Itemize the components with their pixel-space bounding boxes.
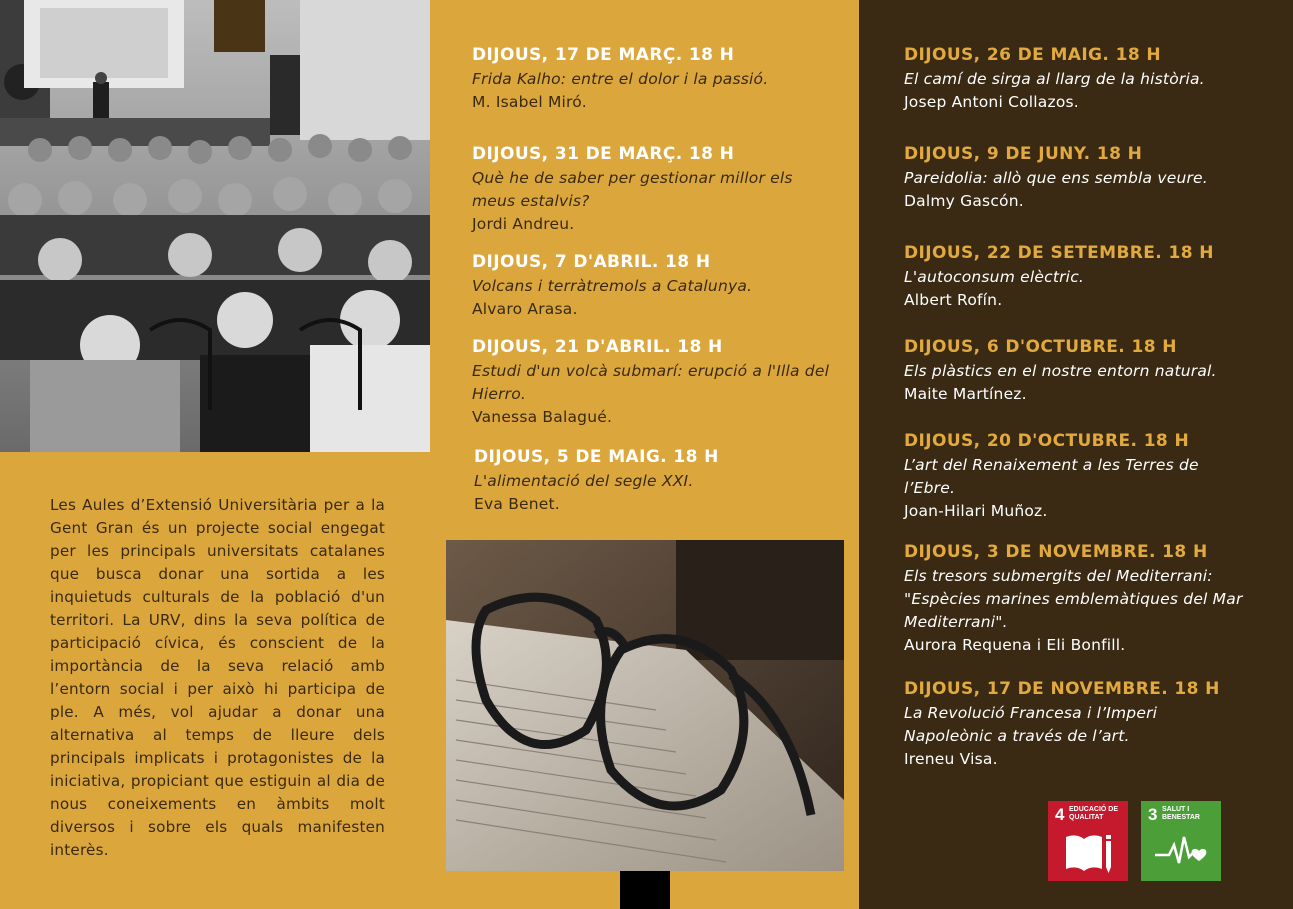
glasses-photo-drawing — [446, 540, 844, 871]
sdg-number: 3 — [1148, 805, 1158, 824]
event-item — [472, 143, 832, 236]
event-speaker: M. Isabel Miró. — [472, 93, 587, 111]
book-pencil-icon — [1048, 801, 1128, 881]
event-speaker: Vanessa Balagué. — [472, 408, 613, 426]
sdg-label: EDUCACIÓ DE QUALITAT — [1069, 806, 1119, 821]
audience-photo-drawing — [0, 0, 430, 452]
event-item — [904, 143, 1284, 213]
event-title: Els tresors submergits del Mediterrani: "Espècies marines emblemàtiques del Mar Mediterrani". — [904, 567, 1243, 631]
intro-paragraph: Les Aules d’Extensió Universitària per a la Gent Gran és un projecte social engegat per les principals universitats catalanes que busca donar una sortida a les inquietuds culturals de la població d'un territori. La URV, dins la seva política de participació cívica, és conscient de la importància de la seva relació amb l’entorn social i per això hi participa de ple. A més, vol ajudar a donar una alternativa al temps de lleure dels principals implicats i protagonistes de la iniciativa, propiciant que estiguin al dia de nous coneixements en àmbits molt diversos i sobre els quals manifesten interès. — [50, 496, 385, 859]
sdg-label: SALUT I BENESTAR — [1162, 806, 1200, 821]
sdg-number: 4 — [1055, 805, 1065, 824]
audience-photo — [0, 0, 430, 452]
event-date: DIJOUS, 9 DE JUNY. 18 H — [904, 144, 1143, 164]
glasses-on-book-photo — [446, 540, 844, 871]
event-speaker: Eva Benet. — [474, 495, 560, 513]
event-item — [474, 446, 834, 516]
event-title: Estudi d'un volcà submarí: erupció a l'Illa del Hierro. — [472, 362, 830, 403]
event-title: El camí de sirga al llarg de la història. — [904, 70, 1205, 88]
event-speaker: Dalmy Gascón. — [904, 192, 1024, 210]
event-speaker: Joan-Hilari Muñoz. — [904, 502, 1048, 520]
right-panel — [859, 0, 1293, 909]
event-title: Pareidolia: allò que ens sembla veure. — [904, 169, 1208, 187]
event-date: DIJOUS, 22 DE SETEMBRE. 18 H — [904, 243, 1214, 263]
decorative-square — [620, 871, 670, 909]
event-speaker: Jordi Andreu. — [472, 215, 575, 233]
decorative-square — [214, 0, 265, 52]
event-item — [904, 541, 1264, 657]
event-date: DIJOUS, 26 DE MAIG. 18 H — [904, 45, 1161, 65]
event-item — [472, 336, 832, 429]
event-title: Els plàstics en el nostre entorn natural. — [904, 362, 1217, 380]
event-title: Què he de saber per gestionar millor els meus estalvis? — [472, 169, 793, 210]
event-date: DIJOUS, 17 DE MARÇ. 18 H — [472, 45, 735, 65]
event-title: L'alimentació del segle XXI. — [474, 472, 694, 490]
event-item — [904, 242, 1284, 312]
event-speaker: Josep Antoni Collazos. — [904, 93, 1079, 111]
event-item — [904, 44, 1284, 114]
event-title: Volcans i terràtremols a Catalunya. — [472, 277, 753, 295]
sdg-quality-education-badge — [1048, 801, 1128, 881]
event-date: DIJOUS, 3 DE NOVEMBRE. 18 H — [904, 542, 1208, 562]
event-item — [472, 44, 832, 114]
event-speaker: Ireneu Visa. — [904, 750, 998, 768]
event-item — [904, 430, 1254, 523]
event-speaker: Alvaro Arasa. — [472, 300, 578, 318]
sdg-health-wellbeing-badge — [1141, 801, 1221, 881]
event-title: L’art del Renaixement a les Terres de l’Ebre. — [904, 456, 1199, 497]
event-title: Frida Kalho: entre el dolor i la passió. — [472, 70, 769, 88]
left-panel — [0, 0, 430, 909]
event-date: DIJOUS, 7 D'ABRIL. 18 H — [472, 252, 711, 272]
event-date: DIJOUS, 20 D'OCTUBRE. 18 H — [904, 431, 1190, 451]
event-date: DIJOUS, 21 D'ABRIL. 18 H — [472, 337, 723, 357]
event-title: L'autoconsum elèctric. — [904, 268, 1085, 286]
heartbeat-icon — [1141, 801, 1221, 881]
event-speaker: Albert Rofín. — [904, 291, 1003, 309]
event-speaker: Maite Martínez. — [904, 385, 1027, 403]
event-date: DIJOUS, 31 DE MARÇ. 18 H — [472, 144, 735, 164]
event-item — [904, 678, 1224, 771]
event-item — [904, 336, 1284, 406]
event-speaker: Aurora Requena i Eli Bonfill. — [904, 636, 1126, 654]
event-item — [472, 251, 832, 321]
event-title: La Revolució Francesa i l’Imperi Napoleònic a través de l’art. — [904, 704, 1158, 745]
event-date: DIJOUS, 17 DE NOVEMBRE. 18 H — [904, 679, 1220, 699]
event-date: DIJOUS, 5 DE MAIG. 18 H — [474, 447, 719, 467]
event-date: DIJOUS, 6 D'OCTUBRE. 18 H — [904, 337, 1177, 357]
